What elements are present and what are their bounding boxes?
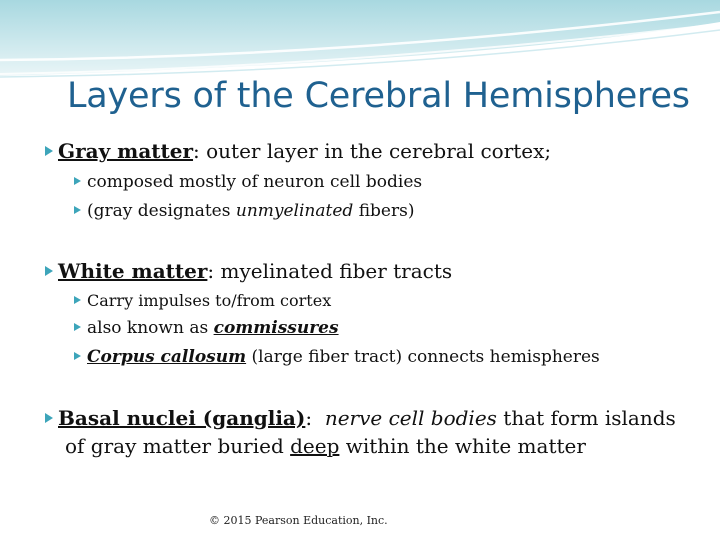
copyright-footer: © 2015 Pearson Education, Inc.: [209, 514, 388, 527]
term-basal-nuclei: Basal nuclei (ganglia): [58, 406, 306, 430]
term-gray-matter: Gray matter: [58, 139, 194, 163]
bullet-gray-matter: Gray matter: outer layer in the cerebral cortex;: [45, 139, 551, 163]
sub-bullet: also known as commissures: [74, 318, 339, 338]
arrow-bullet-icon: [45, 146, 53, 156]
arrow-bullet-icon: [74, 352, 81, 360]
arrow-bullet-icon: [74, 206, 81, 214]
sub-bullet: (gray designates unmyelinated fibers): [74, 201, 414, 221]
term-commissures: commissures: [213, 318, 339, 338]
bullet-basal-nuclei: Basal nuclei (ganglia): nerve cell bodies that form islands: [45, 406, 676, 430]
sub-bullet: composed mostly of neuron cell bodies: [74, 172, 422, 192]
bullet-basal-nuclei-continuation: of gray matter buried deep within the white matter: [65, 434, 586, 458]
arrow-bullet-icon: [74, 296, 81, 304]
term-corpus-callosum: Corpus callosum: [87, 347, 247, 367]
sub-bullet: Carry impulses to/from cortex: [74, 291, 331, 310]
arrow-bullet-icon: [74, 177, 81, 185]
bullet-white-matter: White matter: myelinated fiber tracts: [45, 259, 452, 283]
slide-title: Layers of the Cerebral Hemispheres: [67, 76, 690, 116]
arrow-bullet-icon: [45, 266, 53, 276]
arrow-bullet-icon: [45, 413, 53, 423]
term-white-matter: White matter: [58, 259, 208, 283]
sub-bullet: Corpus callosum (large fiber tract) connects hemispheres: [74, 347, 600, 367]
decorative-wave-banner: [0, 0, 720, 80]
arrow-bullet-icon: [74, 323, 81, 331]
